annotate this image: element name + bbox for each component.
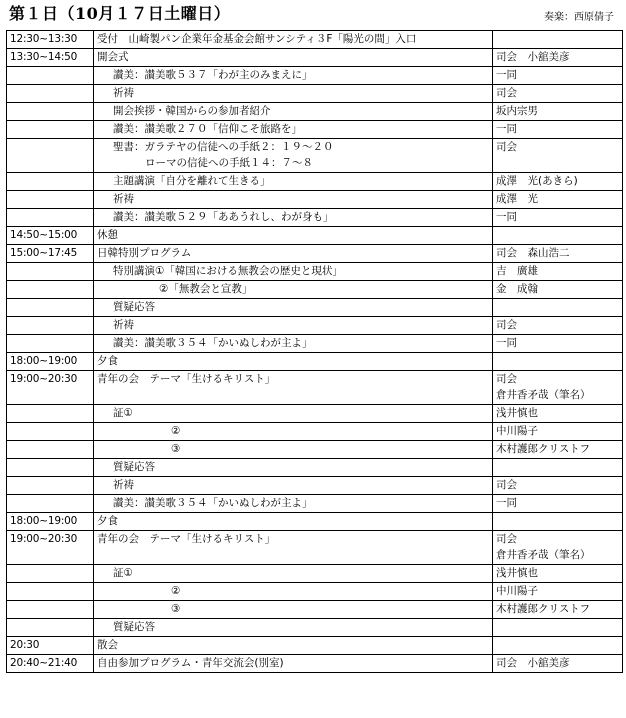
- time-cell: 18:00~19:00: [7, 513, 94, 531]
- time-cell: 15:00~17:45: [7, 245, 94, 263]
- leader-cell: [493, 477, 623, 495]
- program-cell: [94, 637, 493, 655]
- table-row: [7, 103, 623, 121]
- program-cell: [94, 173, 493, 191]
- leader-cell: [493, 317, 623, 335]
- leader-text: 坂内宗男: [496, 105, 538, 117]
- program-cell: [94, 281, 493, 299]
- leader-text-line2: 倉井香矛哉（筆名）: [496, 389, 591, 401]
- time-cell: [7, 263, 94, 281]
- leader-cell: [493, 601, 623, 619]
- table-row: [7, 583, 623, 601]
- leader-cell: [493, 85, 623, 103]
- leader-cell: [493, 371, 623, 405]
- program-text: 質疑応答: [113, 621, 155, 633]
- table-row: [7, 317, 623, 335]
- time-cell: [7, 601, 94, 619]
- time-cell: [7, 405, 94, 423]
- program-cell: [94, 353, 493, 371]
- table-row: [7, 655, 623, 673]
- table-row: [7, 245, 623, 263]
- leader-cell: [493, 227, 623, 245]
- leader-cell: [493, 67, 623, 85]
- leader-cell: [493, 299, 623, 317]
- table-row: [7, 601, 623, 619]
- leader-text: 司会 小舘美彦: [496, 51, 570, 63]
- program-cell: [94, 565, 493, 583]
- leader-text: 一同: [496, 497, 517, 509]
- schedule-body: [7, 31, 623, 673]
- program-text: 証①: [113, 567, 133, 579]
- time-cell: [7, 619, 94, 637]
- table-row: [7, 495, 623, 513]
- leader-cell: [493, 335, 623, 353]
- leader-text: 司会: [496, 479, 517, 491]
- leader-cell: [493, 531, 623, 565]
- table-row: [7, 139, 623, 173]
- program-text: ②: [171, 425, 181, 437]
- leader-cell: [493, 209, 623, 227]
- program-cell: [94, 85, 493, 103]
- program-text: 特別講演①「韓国における無教会の歴史と現状」: [113, 265, 343, 277]
- program-cell: [94, 263, 493, 281]
- program-text: 質疑応答: [113, 301, 155, 313]
- time-cell: [7, 495, 94, 513]
- leader-cell: [493, 405, 623, 423]
- program-cell: [94, 31, 493, 49]
- leader-cell: [493, 173, 623, 191]
- program-text: 証①: [113, 407, 133, 419]
- time-cell: [7, 477, 94, 495]
- time-cell: [7, 209, 94, 227]
- program-cell: [94, 583, 493, 601]
- table-row: [7, 513, 623, 531]
- page-header: [0, 0, 626, 30]
- leader-text: 司会 小舘美彦: [496, 657, 570, 669]
- time-cell: [7, 281, 94, 299]
- table-row: [7, 637, 623, 655]
- leader-cell: [493, 495, 623, 513]
- leader-cell: [493, 263, 623, 281]
- leader-cell: [493, 353, 623, 371]
- program-text: 祈祷: [113, 319, 134, 331]
- table-row: [7, 49, 623, 67]
- program-text: 讃美：讃美歌５３７「わが主のみまえに」: [113, 69, 313, 81]
- table-row: [7, 531, 623, 565]
- time-cell: [7, 103, 94, 121]
- leader-text-line2: 倉井香矛哉（筆名）: [496, 549, 591, 561]
- leader-text: 一同: [496, 211, 517, 223]
- program-text: ③: [171, 443, 181, 455]
- leader-cell: [493, 245, 623, 263]
- leader-cell: [493, 423, 623, 441]
- leader-cell: [493, 121, 623, 139]
- table-row: [7, 173, 623, 191]
- program-cell: [94, 441, 493, 459]
- program-text: 祈祷: [113, 193, 134, 205]
- table-row: [7, 565, 623, 583]
- leader-text: 司会: [496, 373, 517, 385]
- program-text: 讃美：讃美歌３５４「かいぬしわが主よ」: [113, 497, 313, 509]
- table-row: [7, 191, 623, 209]
- program-text: 自由参加プログラム・青年交流会(別室): [97, 657, 284, 669]
- program-cell: [94, 335, 493, 353]
- time-cell: 18:00~19:00: [7, 353, 94, 371]
- program-cell: [94, 655, 493, 673]
- leader-text: 木村護郎クリストフ: [496, 443, 590, 455]
- time-cell: 20:40~21:40: [7, 655, 94, 673]
- program-text: 質疑応答: [113, 461, 155, 473]
- leader-text: 中川陽子: [496, 425, 538, 437]
- leader-text: 司会: [496, 319, 517, 331]
- leader-text: 金 成翰: [496, 283, 538, 295]
- table-row: [7, 405, 623, 423]
- leader-text: 成澤 光: [496, 193, 538, 205]
- time-cell: [7, 423, 94, 441]
- time-cell: 20:30: [7, 637, 94, 655]
- table-row: [7, 85, 623, 103]
- leader-text: 一同: [496, 123, 517, 135]
- table-row: [7, 121, 623, 139]
- program-cell: [94, 371, 493, 405]
- time-cell: [7, 583, 94, 601]
- time-cell: [7, 299, 94, 317]
- program-cell: [94, 139, 493, 173]
- program-text: 夕食: [97, 515, 118, 527]
- leader-text: 司会 森山浩二: [496, 247, 570, 259]
- table-row: [7, 281, 623, 299]
- program-cell: [94, 513, 493, 531]
- program-cell: [94, 245, 493, 263]
- table-row: [7, 477, 623, 495]
- program-cell: [94, 459, 493, 477]
- leader-text: 浅井慎也: [496, 407, 538, 419]
- table-row: [7, 227, 623, 245]
- time-cell: 14:50~15:00: [7, 227, 94, 245]
- program-cell: [94, 227, 493, 245]
- program-text: 開会式: [97, 51, 129, 63]
- program-text: ②「無教会と宣教」: [159, 283, 253, 295]
- leader-cell: [493, 49, 623, 67]
- program-text: 夕食: [97, 355, 118, 367]
- table-row: [7, 67, 623, 85]
- program-cell: [94, 495, 493, 513]
- program-text: 讃美：讃美歌３５４「かいぬしわが主よ」: [113, 337, 313, 349]
- time-cell: [7, 85, 94, 103]
- table-row: [7, 353, 623, 371]
- program-text: ②: [171, 585, 181, 597]
- leader-text: 成澤 光(あきら): [496, 175, 578, 187]
- time-cell: 13:30~14:50: [7, 49, 94, 67]
- accompanist-note: 奏楽：西原倩子: [544, 12, 614, 23]
- leader-text: 一同: [496, 69, 517, 81]
- time-cell: [7, 139, 94, 173]
- program-text: 開会挨拶・韓国からの参加者紹介: [113, 105, 271, 117]
- program-text: 休憩: [97, 229, 118, 241]
- table-row: [7, 423, 623, 441]
- time-cell: [7, 121, 94, 139]
- program-text: 受付 山崎製パン企業年金基金会館サンシティ３F「陽光の間」入口: [97, 33, 417, 45]
- table-row: [7, 459, 623, 477]
- program-cell: [94, 103, 493, 121]
- time-cell: [7, 67, 94, 85]
- table-row: [7, 371, 623, 405]
- program-cell: [94, 317, 493, 335]
- leader-cell: [493, 637, 623, 655]
- program-text: 讃美：讃美歌５２９「ああうれし、わが身も」: [113, 211, 334, 223]
- leader-cell: [493, 281, 623, 299]
- leader-cell: [493, 619, 623, 637]
- leader-cell: [493, 441, 623, 459]
- time-cell: [7, 565, 94, 583]
- leader-text: 一同: [496, 337, 517, 349]
- leader-cell: [493, 31, 623, 49]
- leader-text: 司会: [496, 141, 517, 153]
- program-cell: [94, 191, 493, 209]
- program-text-line2: ローマの信徒への手紙１４：７～８: [145, 157, 313, 169]
- time-cell: 12:30~13:30: [7, 31, 94, 49]
- leader-cell: [493, 459, 623, 477]
- table-row: [7, 441, 623, 459]
- program-cell: [94, 49, 493, 67]
- time-cell: 19:00~20:30: [7, 531, 94, 565]
- program-text: 散会: [97, 639, 118, 651]
- time-cell: [7, 441, 94, 459]
- leader-text: 司会: [496, 87, 517, 99]
- leader-cell: [493, 513, 623, 531]
- leader-cell: [493, 583, 623, 601]
- program-text: 聖書：ガラテヤの信徒への手紙２：１９～２０: [113, 141, 334, 153]
- program-cell: [94, 299, 493, 317]
- leader-text: 浅井慎也: [496, 567, 538, 579]
- program-cell: [94, 209, 493, 227]
- program-text: 祈祷: [113, 87, 134, 99]
- program-cell: [94, 423, 493, 441]
- time-cell: [7, 459, 94, 477]
- program-cell: [94, 405, 493, 423]
- leader-cell: [493, 655, 623, 673]
- program-cell: [94, 619, 493, 637]
- table-row: [7, 619, 623, 637]
- leader-text: 木村護郎クリストフ: [496, 603, 590, 615]
- time-cell: [7, 191, 94, 209]
- leader-cell: [493, 103, 623, 121]
- program-text: ③: [171, 603, 181, 615]
- program-text: 青年の会 テーマ「生けるキリスト」: [97, 533, 276, 545]
- table-row: [7, 335, 623, 353]
- program-cell: [94, 121, 493, 139]
- time-cell: [7, 335, 94, 353]
- program-text: 讃美：讃美歌２７０「信仰こそ旅路を」: [113, 123, 302, 135]
- schedule-table: [6, 30, 623, 673]
- time-cell: 19:00~20:30: [7, 371, 94, 405]
- table-row: [7, 209, 623, 227]
- leader-text: 中川陽子: [496, 585, 538, 597]
- leader-cell: [493, 139, 623, 173]
- time-cell: [7, 317, 94, 335]
- leader-text: 吉 廣雄: [496, 265, 538, 277]
- table-row: [7, 263, 623, 281]
- leader-text: 司会: [496, 533, 517, 545]
- program-cell: [94, 531, 493, 565]
- leader-cell: [493, 191, 623, 209]
- table-row: [7, 299, 623, 317]
- program-cell: [94, 601, 493, 619]
- time-cell: [7, 173, 94, 191]
- program-cell: [94, 67, 493, 85]
- program-text: 青年の会 テーマ「生けるキリスト」: [97, 373, 276, 385]
- program-text: 主題講演「自分を離れて生きる」: [113, 175, 271, 187]
- program-cell: [94, 477, 493, 495]
- leader-cell: [493, 565, 623, 583]
- page-title: 第１日（10月１７日土曜日）: [9, 4, 231, 23]
- program-text: 日韓特別プログラム: [97, 247, 192, 259]
- table-row: [7, 31, 623, 49]
- program-text: 祈祷: [113, 479, 134, 491]
